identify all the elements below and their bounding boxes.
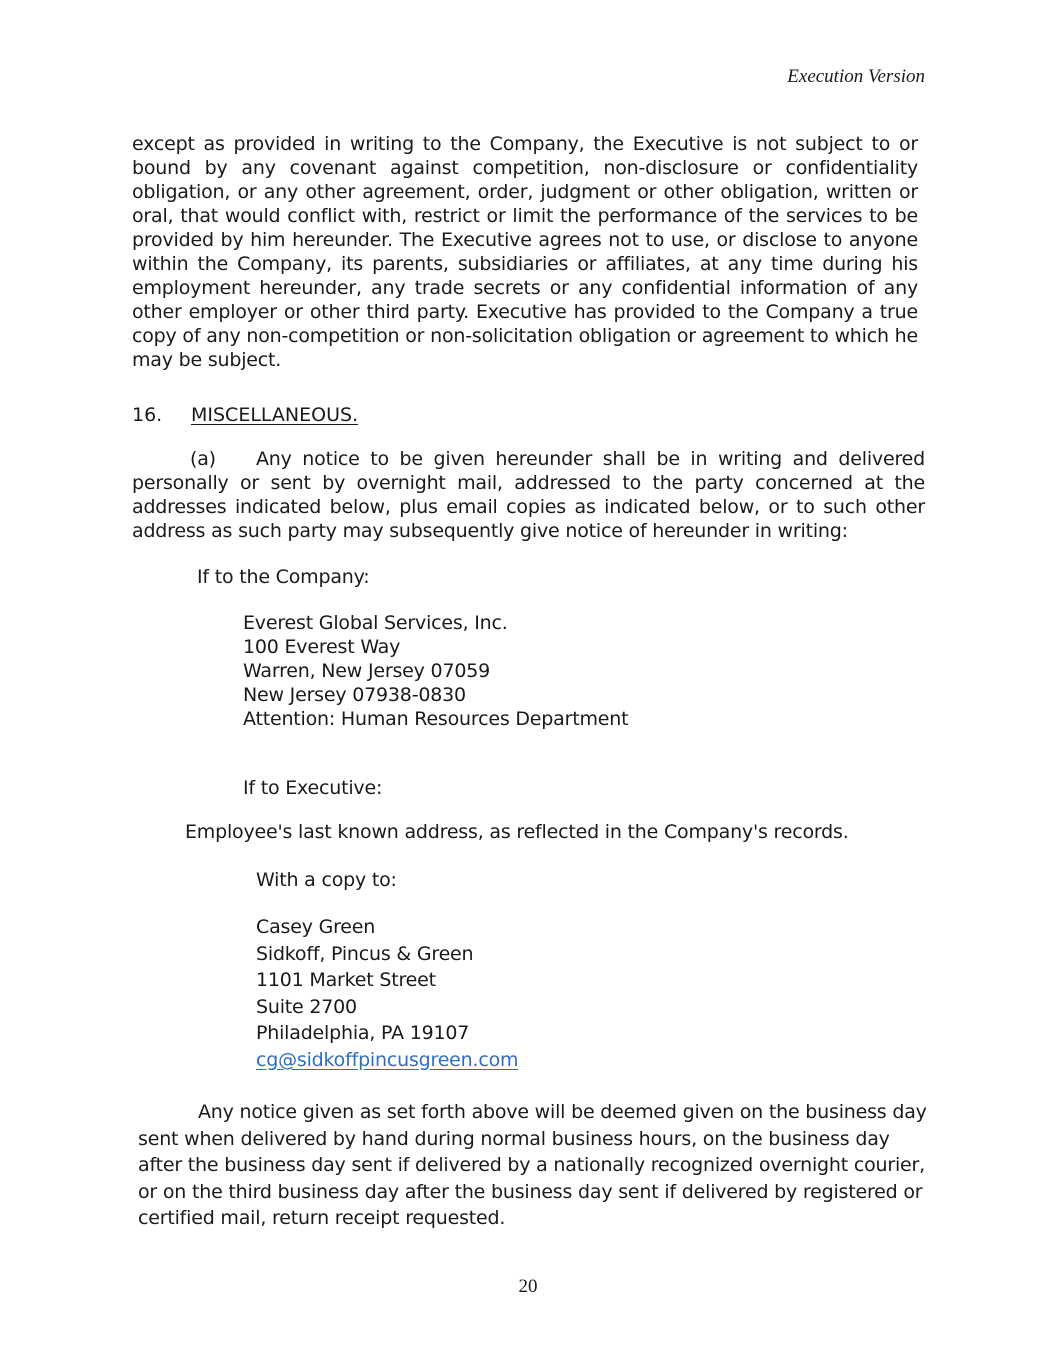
counsel-address-block [256,914,518,1073]
execution-version-label: Execution Version [787,66,925,87]
company-name: Everest Global Services, Inc. [243,612,508,634]
counsel-firm: Sidkoff, Pincus & Green [256,942,474,965]
section-number: 16. [132,404,163,426]
counsel-email-link[interactable]: cg@sidkoffpincusgreen.com [256,1048,519,1071]
notice-paragraph [132,447,925,543]
subsection-label: (a) [190,448,216,470]
company-attention: Attention: Human Resources Department [243,708,629,730]
section-title: MISCELLANEOUS. [191,404,359,426]
page-number: 20 [518,1276,538,1297]
closing-paragraph: Any notice given as set forth above will be deemed given on the business day sent when delivered by hand during normal business hours, on the business day after the business day sent if delivered by a nationally recognized overnight courier, or on the third business day after the business day sent if delivered by registered or certified mail, return receipt requested. [138,1101,927,1229]
executive-address: Employee's last known address, as reflected in the Company's records. [185,821,849,843]
company-city: Warren, New Jersey 07059 [243,660,490,682]
counsel-city: Philadelphia, PA 19107 [256,1022,470,1044]
counsel-street: 1101 Market Street [256,969,436,991]
executive-heading: If to Executive: [243,777,383,799]
company-heading: If to the Company: [197,566,370,588]
company-state-zip: New Jersey 07938-0830 [243,684,466,706]
copy-heading: With a copy to: [256,869,397,891]
counsel-suite: Suite 2700 [256,995,357,1018]
counsel-name: Casey Green [256,916,376,938]
notice-text: Any notice to be given hereunder shall be in writing and delivered personally or sent by overnight mail, addressed to the party concerned at the addresses indicated below, plus email copies as indicated below, or to such other address as such party may subsequently give notice of hereunder in writing: [132,448,925,542]
company-address-block [243,611,628,731]
intro-paragraph: except as provided in writing to the Company, the Executive is not subject to or bound by any covenant against competition, non-disclosure or confidentiality obligation, or any other agreement, order, judgment or other obligation, written or oral, that would conflict with, restrict or limit the performance of the services to be provided by him hereunder. The Executive agrees not to use, or disclose to anyone within the Company, its parents, subsidiaries or affiliates, at any time during his employment hereunder, any trade secrets or any confidential information of any other employer or other third party. Executive has provided to the Company a true copy of any non-competition or non-solicitation obligation or agreement to which he may be subject. [132,133,918,371]
section-heading [132,403,358,427]
company-street: 100 Everest Way [243,636,401,658]
